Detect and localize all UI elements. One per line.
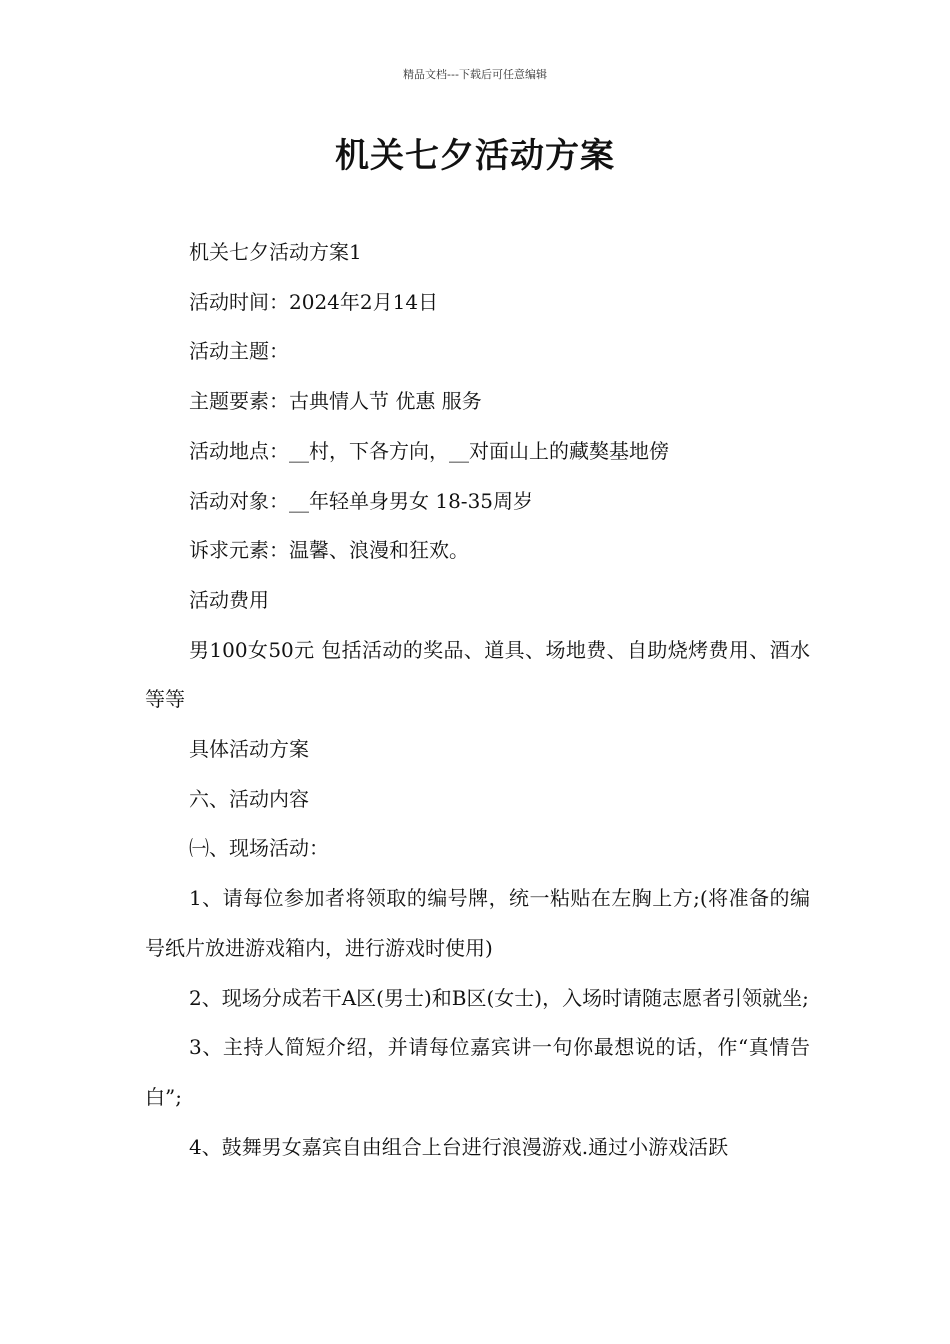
header-note: 精品文档---下载后可任意编辑 xyxy=(403,68,547,81)
paragraph-time: 活动时间：2024年2月14日 xyxy=(189,289,439,314)
paragraph-theme: 活动主题： xyxy=(189,339,289,364)
paragraph-plan-detail-heading: 具体活动方案 xyxy=(189,737,309,762)
paragraph-item-1: 1、请每位参加者将领取的编号牌，统一粘贴在左胸上方;(将准备的编号纸片放进游戏箱内，进行游戏时使用) xyxy=(145,886,810,960)
paragraph-item-2: 2、现场分成若干A区(男士)和B区(女士)，入场时请随志愿者引领就坐; xyxy=(189,985,809,1010)
paragraph-section-six: 六、活动内容 xyxy=(189,786,309,811)
paragraph-theme-elements: 主题要素：古典情人节 优惠 服务 xyxy=(189,389,482,414)
paragraph-location: 活动地点：__村，下各方向，__对面山上的藏獒基地傍 xyxy=(189,438,669,463)
paragraph-item-4: 4、鼓舞男女嘉宾自由组合上台进行浪漫游戏.通过小游戏活跃 xyxy=(189,1134,729,1159)
document-title: 机关七夕活动方案 xyxy=(335,136,615,176)
paragraph-appeal: 诉求元素：温馨、浪漫和狂欢。 xyxy=(189,538,469,563)
paragraph-cost-detail: 男100女50元 包括活动的奖品、道具、场地费、自助烧烤费用、酒水等等 xyxy=(145,637,810,712)
paragraph-plan-heading: 机关七夕活动方案1 xyxy=(189,240,362,264)
paragraph-audience: 活动对象：__年轻单身男女 18-35周岁 xyxy=(189,488,534,513)
document-body xyxy=(145,228,810,1172)
paragraph-onsite-heading: ㈠、现场活动： xyxy=(189,836,329,861)
paragraph-cost-heading: 活动费用 xyxy=(189,587,269,612)
paragraph-item-3: 3、主持人简短介绍，并请每位嘉宾讲一句你最想说的话，作“真情告白”; xyxy=(145,1035,810,1109)
